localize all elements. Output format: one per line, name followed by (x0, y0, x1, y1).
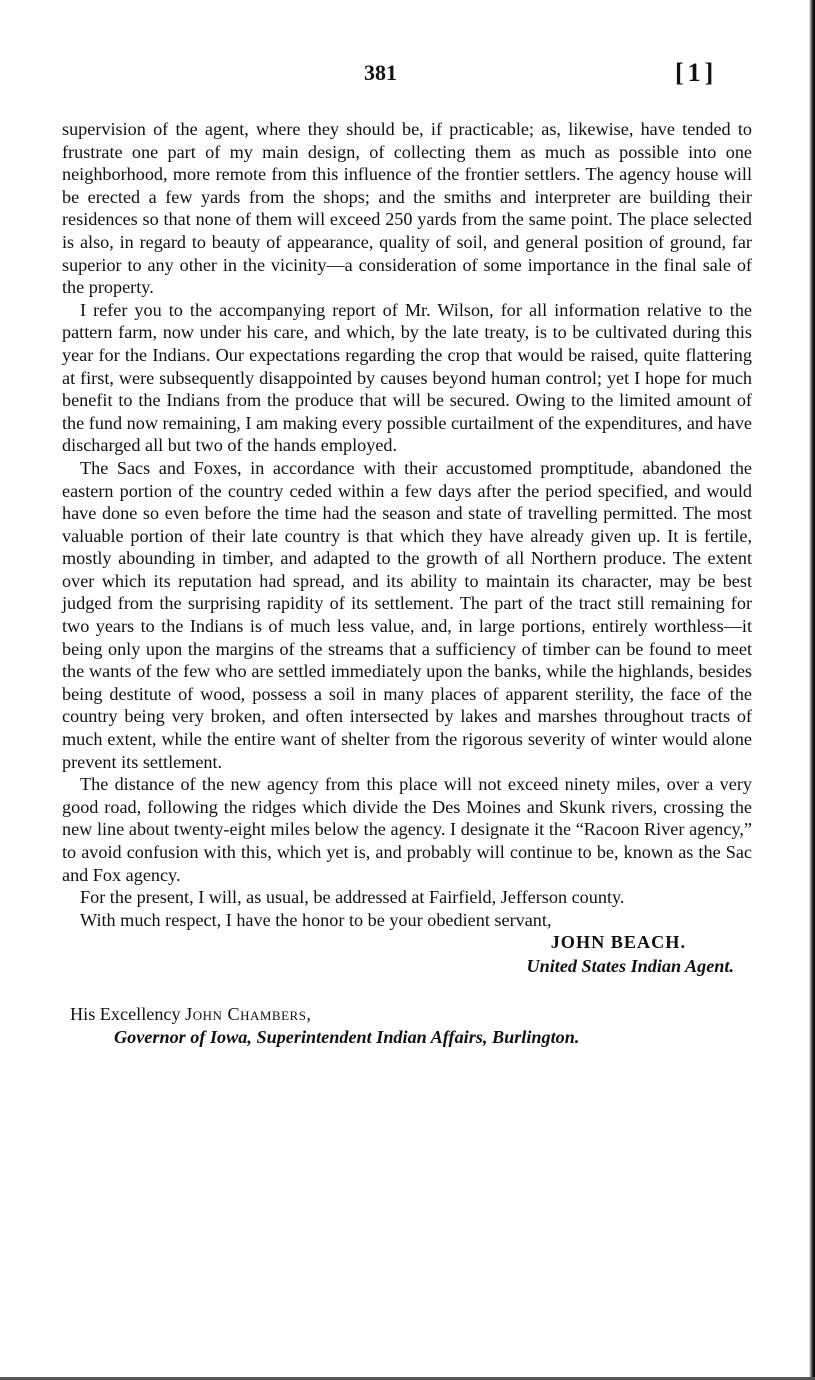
paragraph-address (62, 886, 752, 909)
letter-body (62, 118, 752, 1049)
paragraph-text: For the present, I will, as usual, be addressed at Fairfield, Jefferson county. (80, 887, 625, 908)
addressee-block (62, 1003, 752, 1048)
paragraph-wilson-report (62, 299, 752, 457)
paragraph-continuation: supervision of the agent, where they should be, if practicable; as, likewise, have tended to frustrate one part of my main design, of collecting them as much as possible into one neighborhood, more remote from this influence of the frontier settlers. The agency house will be erected a few yards from the shops; and the smiths and interpreter are building their residences so that none of them will exceed 250 yards from the same point. The place selected is also, in regard to beauty of appearance, quality of soil, and general position of ground, far superior to any other in the vicinity—a consideration of some importance in the final sale of the property. (62, 119, 752, 298)
closing-line (62, 909, 752, 932)
paragraph-text: With much respect, I have the honor to be your obedient servant, (80, 909, 552, 930)
paragraph-text: The Sacs and Foxes, in accordance with their accustomed promptitude, abandoned the eastern portion of the country ceded within a few days after the period specified, and would have done so even before the time had the season and state of travelling permitted. The most valuable portion of their late country is that which they have already given up. It is fertile, mostly abounding in timber, and adapted to the growth of all Northern produce. The extent over which its reputation had spread, and its ability to maintain its character, may be best judged from the surprising rapidity of its settlement. The part of the tract still remaining for two years to the Indians is of much less value, and, in large portions, entirely worthless—it being only upon the margins of the streams that a sufficiency of timber can be found to meet the wants of the few who are settled immediately upon the banks, while the highlands, besides being destitute of wood, possess a soil in many places of apparent sterility, the face of the country being very broken, and often intersected by lakes and marshes throughout tracts of much extent, while the entire want of shelter from the rigorous severity of winter would alone prevent its settlement. (62, 457, 752, 772)
addressee-role: Governor of Iowa, Superintendent Indian Affairs, Burlington. (114, 1026, 580, 1047)
signature-name: JOHN BEACH. (550, 932, 686, 953)
page-number: 381 (364, 60, 397, 85)
paragraph-text: The distance of the new agency from this place will not exceed ninety miles, over a very good road, following the ridges which divide the Des Moines and Skunk rivers, crossing the new line about twenty-eight miles below the agency. I designate it the “Racoon River agency,” to avoid confusion with this, which yet is, and probably will continue to be, known as the Sac and Fox agency. (62, 774, 752, 885)
addressee-salutation: His Excellency (70, 1004, 186, 1025)
page-header (0, 58, 815, 98)
signature-title: United States Indian Agent. (526, 956, 734, 977)
paragraph-sacs-foxes (62, 457, 752, 773)
page-edge-shadow (809, 0, 815, 1380)
paragraph-new-agency (62, 773, 752, 886)
addressee-line (62, 1003, 752, 1026)
signature-block (62, 931, 752, 999)
document-number: [1] (675, 58, 718, 87)
addressee-name: John Chambers, (185, 1004, 312, 1025)
paragraph-text: I refer you to the accompanying report of Mr. Wilson, for all information relative to the pattern farm, now under his care, and which, by the late treaty, is to be cultivated during this year for the Indians. Our expectations regarding the crop that would be raised, quite flattering at first, were subsequently disappointed by causes beyond human control; yet I hope for much benefit to the Indians from the produce that will be secured. Owing to the limited amount of the fund now remaining, I am making every possible curtailment of the expenditures, and have discharged all but two of the hands employed. (62, 299, 752, 456)
